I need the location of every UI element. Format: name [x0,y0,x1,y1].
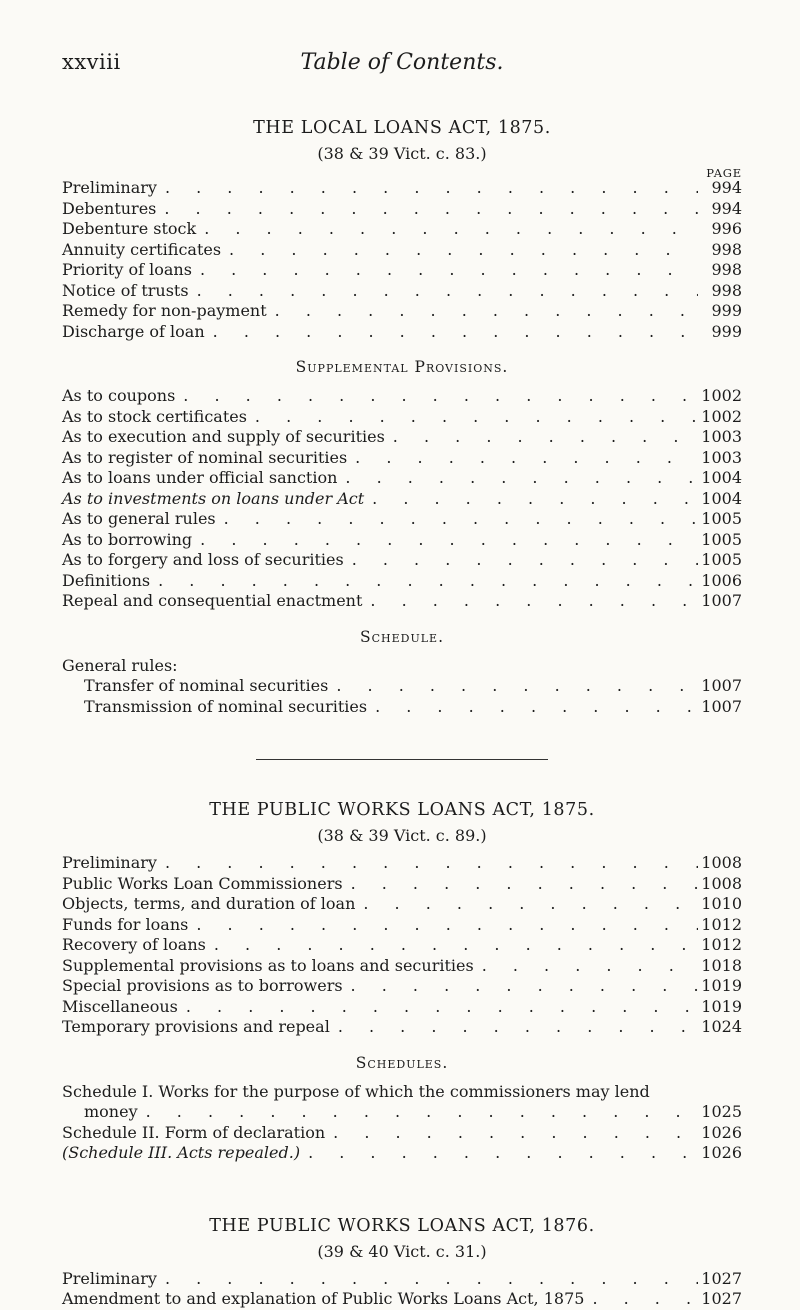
entry-label: As to stock certificates [62,406,247,426]
dot-leader [157,178,698,199]
entry-label: As to borrowing [62,529,193,549]
act-reference: (38 & 39 Vict. c. 83.) [317,144,487,163]
toc-entry [62,281,742,302]
entry-page-number: 1002 [701,406,742,426]
entry-label: Transmission of nominal securities [84,696,368,716]
entry-label: As to investments on loans under Act [62,488,365,508]
entry-label: Debenture stock [62,219,197,238]
entry-label: Preliminary [62,853,157,872]
entry-page-number: 1019 [701,976,742,995]
entry-label: Debentures [62,198,157,218]
entry-label: Schedule II. Form of declaration [62,1122,326,1142]
dot-leader [196,219,698,240]
schedule-heading: Schedule. [359,627,444,646]
dot-leader [330,1017,698,1038]
act-reference: (39 & 40 Vict. c. 31.) [317,1241,487,1261]
toc-entry [62,240,742,261]
dot-leader [189,281,698,302]
toc-entry [62,407,742,428]
entry-list [62,676,742,717]
entry-page-number: 1008 [701,873,742,893]
act-reference: (38 & 39 Vict. c. 89.) [317,826,487,845]
entry-label: Public Works Loan Commissioners [62,873,343,893]
dot-leader [206,935,698,956]
act-title: THE PUBLIC WORKS LOANS ACT, 1875. [209,800,595,820]
toc-entry [62,1143,742,1164]
toc-entry [62,1269,742,1290]
toc-entry [62,199,742,220]
dot-leader [192,530,698,551]
dot-leader [347,448,698,469]
dot-leader [343,976,698,997]
entry-page-number: 1005 [701,550,742,569]
toc-entry [62,468,742,489]
section-public-works-loans-act-1876 [62,1216,742,1310]
toc-entry [62,427,742,448]
entry-list [62,386,742,612]
entry-label: Discharge of loan [62,321,205,341]
toc-entry [62,489,742,510]
entry-page-number: 1026 [701,1143,742,1162]
dot-leader [355,894,698,915]
entry-page-number: 1018 [701,955,742,975]
dot-leader [344,550,698,571]
dot-leader [328,676,698,697]
dot-leader [325,1123,698,1144]
dot-leader [205,322,698,343]
entry-label: Miscellaneous [62,996,178,1016]
entry-page-number: 1006 [701,570,742,590]
dot-leader [367,697,698,718]
entry-label: Remedy for non-payment [62,301,267,320]
entry-page-number: 999 [711,321,742,341]
dot-leader [192,260,698,281]
toc-entry [62,591,742,612]
contents-page [62,50,742,1310]
entry-list [62,1102,742,1164]
entry-page-number: 1004 [701,468,742,487]
dot-leader [188,915,698,936]
page-number: xxviii [62,50,121,74]
dot-leader [362,591,698,612]
entry-page-number: 1012 [701,914,742,934]
entry-page-number: 1027 [701,1268,742,1288]
toc-entry [62,976,742,997]
entry-page-number: 1024 [701,1017,742,1036]
entry-label: Preliminary [62,1268,157,1288]
toc-entry [62,956,742,977]
entry-page-number: 994 [711,198,742,218]
section-local-loans-act [62,118,742,717]
entry-page-number: 1007 [701,591,742,610]
toc-entry [62,853,742,874]
entry-label: As to general rules [62,509,216,528]
toc-entry [62,219,742,240]
toc-entry [62,322,742,343]
running-title: Table of Contents. [300,50,504,75]
toc-entry [62,301,742,322]
page-column-label: PAGE [706,166,742,180]
entry-label: (Schedule III. Acts repealed.) [62,1143,301,1162]
dot-leader [385,427,698,448]
dot-leader [343,874,698,895]
entry-label: Recovery of loans [62,935,206,954]
toc-entry [62,894,742,915]
entry-label: As to coupons [62,386,176,405]
entry-page-number: 1007 [701,676,742,695]
entry-label: Definitions [62,570,151,590]
entry-page-number: 1007 [701,696,742,716]
entry-label: money [84,1102,138,1121]
entry-page-number: 1019 [701,996,742,1016]
toc-entry [62,1123,742,1144]
entry-label: Temporary provisions and repeal [62,1017,330,1036]
entry-page-number: 1004 [701,488,742,508]
entry-label: As to forgery and loss of securities [62,550,344,569]
entry-list [62,178,742,342]
entry-label: Priority of loans [62,260,192,279]
toc-entry [62,1017,742,1038]
dot-leader [150,571,698,592]
entry-label: Supplemental provisions as to loans and securities [62,955,474,975]
entry-label: Objects, terms, and duration of loan [62,894,356,913]
toc-entry [62,1102,742,1123]
dot-leader [157,853,698,874]
dot-leader [300,1143,698,1164]
entry-page-number: 1008 [701,853,742,872]
dot-leader [337,468,698,489]
schedules-heading: Schedules. [355,1053,449,1072]
dot-leader [584,1289,698,1310]
act-title: THE PUBLIC WORKS LOANS ACT, 1876. [209,1215,595,1236]
dot-leader [216,509,698,530]
entry-label: Preliminary [62,178,157,197]
dot-leader [221,240,698,261]
schedule-intro: General rules: [62,655,178,675]
section-public-works-loans-act-1875 [62,800,742,1164]
entry-label: Repeal and consequential enactment [62,591,363,610]
toc-entry [62,874,742,895]
entry-label: Funds for loans [62,914,189,934]
dot-leader [157,1269,698,1290]
toc-entry [62,386,742,407]
entry-list [62,853,742,1038]
dot-leader [364,489,698,510]
entry-label: As to register of nominal securities [62,447,348,467]
entry-label: Notice of trusts [62,280,189,300]
entry-page-number: 1012 [701,935,742,954]
toc-entry [62,571,742,592]
entry-page-number: 998 [711,260,742,279]
toc-entry [62,676,742,697]
entry-page-number: 1002 [701,386,742,405]
entry-page-number: 1025 [701,1102,742,1121]
entry-page-number: 994 [711,178,742,197]
toc-entry [62,509,742,530]
dot-leader [267,301,698,322]
entry-label: As to execution and supply of securities [62,427,385,446]
entry-label: Transfer of nominal securities [84,676,329,695]
schedule-line: Schedule I. Works for the purpose of which the commissioners may lend [62,1081,650,1101]
toc-entry [62,915,742,936]
toc-entry [62,260,742,281]
entry-page-number: 1010 [701,894,742,913]
act-title: THE LOCAL LOANS ACT, 1875. [253,118,551,138]
entry-page-number: 1003 [701,447,742,467]
toc-entry [62,550,742,571]
entry-page-number: 999 [711,301,742,320]
dot-leader [156,199,698,220]
supplemental-heading: Supplemental Provisions. [295,358,509,376]
toc-entry [62,935,742,956]
entry-list [62,1269,742,1310]
toc-entry [62,178,742,199]
dot-leader [247,407,698,428]
entry-page-number: 1005 [701,529,742,549]
section-divider [256,759,548,760]
entry-page-number: 1003 [701,427,742,446]
entry-label: Special provisions as to borrowers [62,976,343,995]
entry-page-number: 998 [711,239,742,259]
dot-leader [175,386,698,407]
entry-label: Amendment to and explanation of Public Works Loans Act, 1875 [62,1289,585,1308]
toc-entry [62,1289,742,1310]
page-header [62,50,742,84]
entry-page-number: 996 [711,219,742,238]
toc-entry [62,697,742,718]
entry-page-number: 998 [711,280,742,300]
toc-entry [62,997,742,1018]
entry-label: Annuity certificates [62,239,222,259]
entry-label: As to loans under official sanction [62,468,338,487]
toc-entry [62,448,742,469]
entry-page-number: 1027 [701,1289,742,1308]
toc-entry [62,530,742,551]
entry-page-number: 1005 [701,509,742,528]
entry-page-number: 1026 [701,1122,742,1142]
dot-leader [474,956,698,977]
dot-leader [138,1102,698,1123]
dot-leader [178,997,698,1018]
